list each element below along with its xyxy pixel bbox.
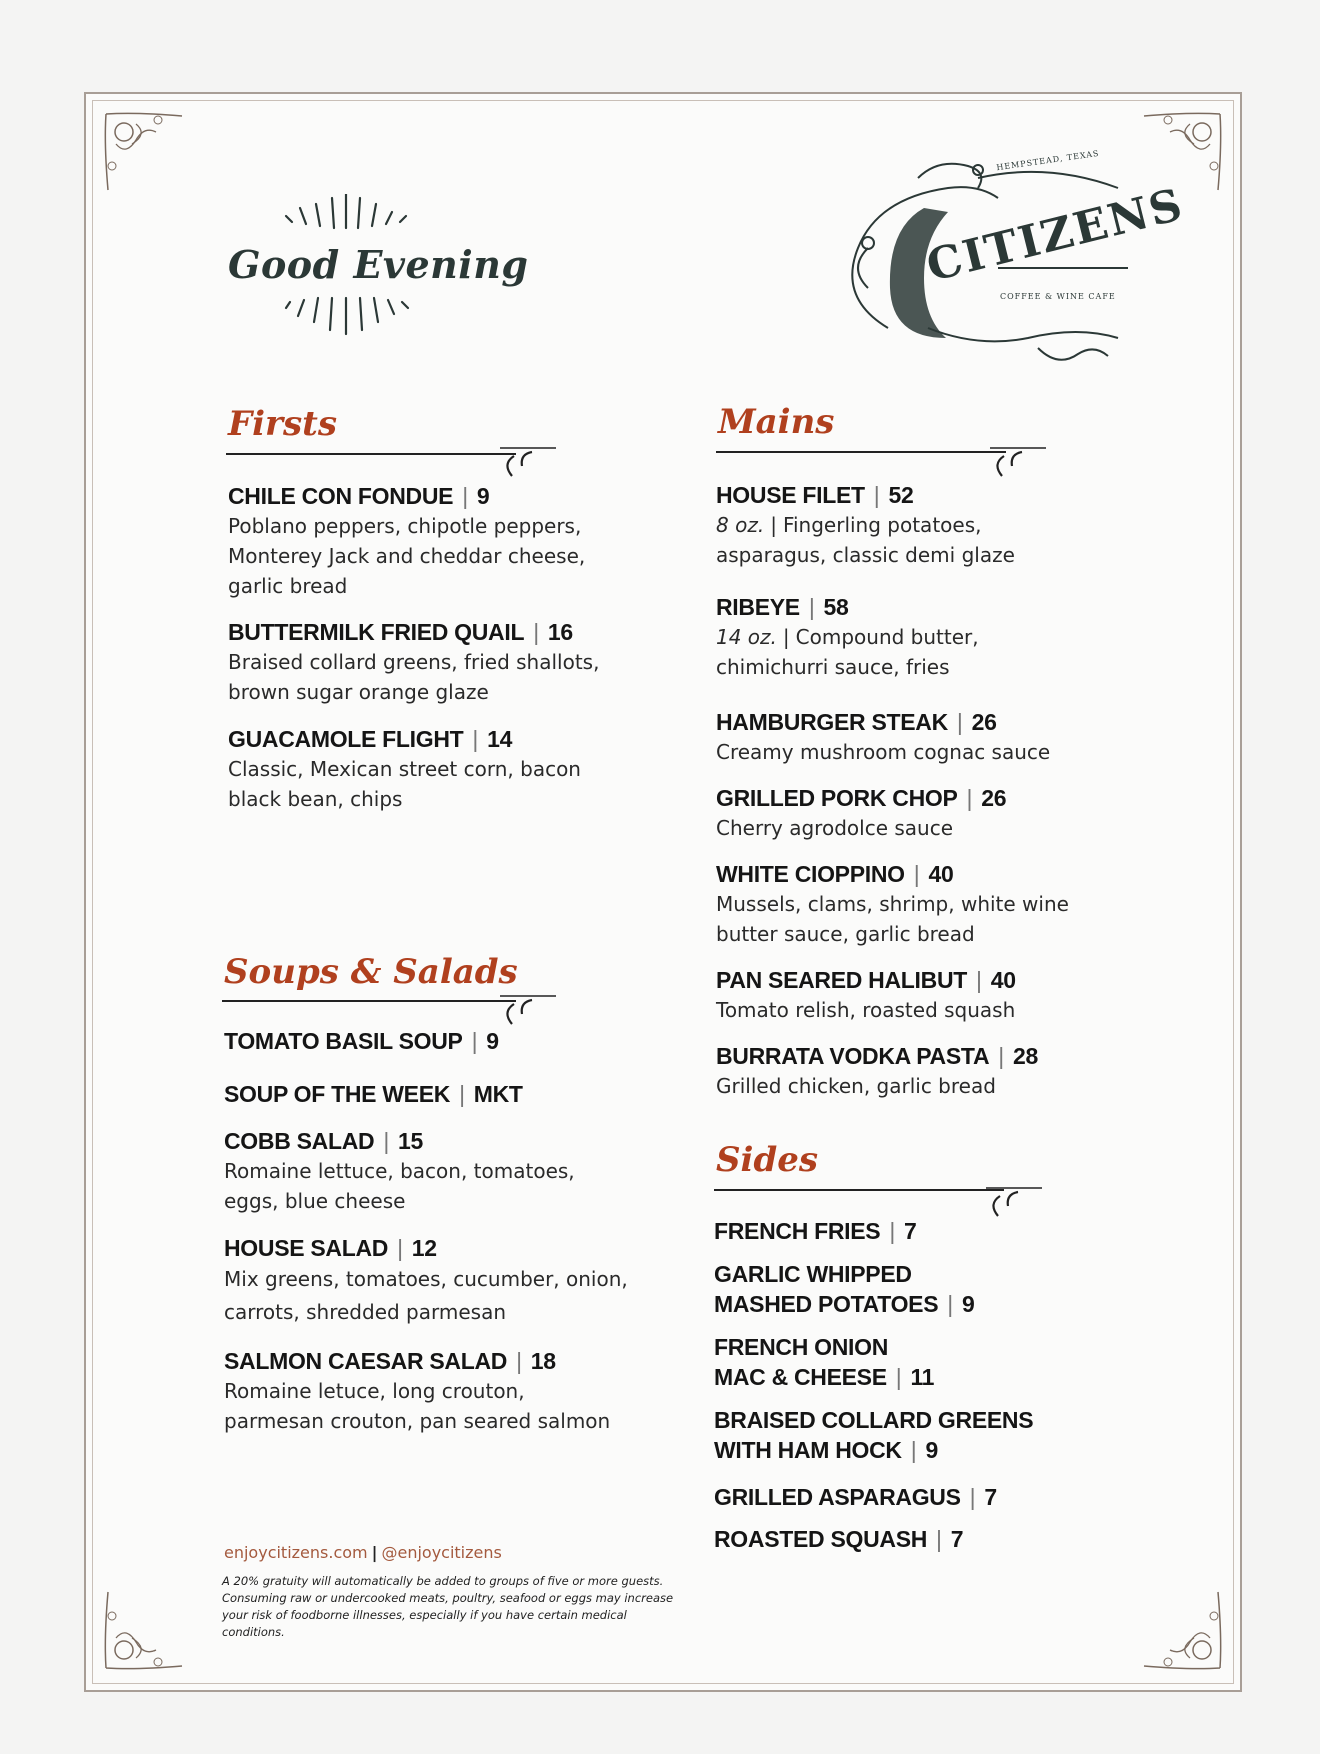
item-name: FRENCH FRIES [714,1218,881,1244]
item-name: GRILLED ASPARAGUS [714,1484,961,1510]
menu-item: GRILLED PORK CHOP | 26 Cherry agrodolce sauce [716,783,1176,843]
item-price: 15 [398,1128,424,1154]
item-name: GUACAMOLE FLIGHT [228,726,464,752]
menu-item: SOUP OF THE WEEK | MKT [224,1081,523,1107]
item-name: CHILE CON FONDUE [228,483,454,509]
menu-item: WHITE CIOPPINO | 40 Mussels, clams, shrimp, white wine butter sauce, garlic bread [716,859,1176,949]
item-name: HAMBURGER STEAK [716,709,948,735]
footer-links [224,1543,502,1562]
social-handle-link[interactable]: @enjoycitizens [381,1543,502,1562]
menu-item: HOUSE FILET | 52 8 oz. | Fingerling potatoes, asparagus, classic demi glaze [716,480,1176,570]
corner-ornament-top-left [96,104,186,194]
side-item: GRILLED ASPARAGUS | 7 [714,1484,997,1510]
soups-salads-flourish-icon [498,994,558,1028]
item-price: 12 [411,1235,437,1261]
item-price: 26 [971,709,997,735]
item-name: GRILLED PORK CHOP [716,785,958,811]
item-name: PAN SEARED HALIBUT [716,967,968,993]
item-price: 18 [530,1348,556,1374]
item-price: 7 [950,1526,964,1552]
item-name: RIBEYE [716,594,800,620]
item-description: Creamy mushroom cognac sauce [716,740,1051,764]
item-name: SOUP OF THE WEEK [224,1081,451,1107]
item-price: 11 [910,1364,935,1390]
item-name-line1: GARLIC WHIPPED [714,1261,912,1287]
logo-tagline: COFFEE & WINE CAFE [1000,292,1116,301]
item-name: COBB SALAD [224,1128,375,1154]
menu-item: HOUSE SALAD | 12 Mix greens, tomatoes, cucumber, onion, carrots, shredded parmesan [224,1233,684,1329]
item-description: Romaine letuce, long crouton, parmesan crouton, pan seared salmon [224,1379,611,1433]
side-item: FRENCH ONION MAC & CHEESE | 11 [714,1332,1174,1392]
item-name: WHITE CIOPPINO [716,861,905,887]
soups-salads-divider [222,1000,516,1002]
menu-item: BURRATA VODKA PASTA | 28 Grilled chicken, garlic bread [716,1041,1176,1101]
item-price: 9 [961,1291,975,1317]
item-price: 58 [823,594,849,620]
item-weight: 14 oz. [716,625,777,649]
item-description: Tomato relish, roasted squash [716,998,1016,1022]
menu-item: BUTTERMILK FRIED QUAIL | 16 Braised collard greens, fried shallots, brown sugar orange glaze [228,617,688,707]
item-name-line2: WITH HAM HOCK [714,1437,902,1463]
item-name-line1: FRENCH ONION [714,1334,889,1360]
item-description: Poblano peppers, chipotle peppers, Monterey Jack and cheddar cheese, garlic bread [228,514,586,598]
sides-flourish-icon [984,1186,1044,1220]
item-price: 52 [888,482,914,508]
item-description: Romaine lettuce, bacon, tomatoes, eggs, blue cheese [224,1159,575,1213]
item-name: BURRATA VODKA PASTA [716,1043,990,1069]
corner-ornament-bottom-right [1140,1588,1230,1678]
side-item: FRENCH FRIES | 7 [714,1218,917,1244]
item-price: 28 [1012,1043,1038,1069]
item-description: Mix greens, tomatoes, cucumber, onion, carrots, shredded parmesan [224,1267,628,1324]
item-price: 14 [487,726,513,752]
item-price: 7 [904,1218,917,1244]
item-price: 26 [981,785,1007,811]
citizens-logo [828,148,1189,378]
gratuity-disclaimer: A 20% gratuity will automatically be added to groups of five or more guests. Consuming raw or undercooked meats, poultry, seafood or eggs may increase your risk of foodborne illnesses, especially if you have certain medical conditions. [222,1574,674,1639]
item-desc-text: Compound butter, chimichurri sauce, fries [716,625,979,679]
item-description: 8 oz. | Fingerling potatoes, asparagus, classic demi glaze [716,513,1015,567]
sides-divider [714,1189,1004,1191]
mains-divider [716,451,1006,453]
item-weight: 8 oz. [716,513,765,537]
firsts-heading: Firsts [228,404,337,444]
item-price: 40 [928,861,954,887]
item-name-line2: MAC & CHEESE [714,1364,887,1390]
menu-item: RIBEYE | 58 14 oz. | Compound butter, chimichurri sauce, fries [716,592,1176,682]
greeting-heading: Good Evening [228,242,529,287]
mains-flourish-icon [988,446,1048,480]
item-price: 7 [984,1484,997,1510]
item-description: Cherry agrodolce sauce [716,816,954,840]
side-item: BRAISED COLLARD GREENS WITH HAM HOCK | 9 [714,1405,1174,1465]
menu-item: COBB SALAD | 15 Romaine lettuce, bacon, tomatoes, eggs, blue cheese [224,1126,684,1216]
greeting-rays-top-icon [280,194,440,234]
item-description: 14 oz. | Compound butter, chimichurri sauce, fries [716,625,979,679]
menu-item: GUACAMOLE FLIGHT | 14 Classic, Mexican street corn, bacon black bean, chips [228,724,688,814]
item-price: 9 [925,1437,938,1463]
item-name-line1: BRAISED COLLARD GREENS [714,1407,1034,1433]
item-description: Grilled chicken, garlic bread [716,1074,996,1098]
soups-salads-heading: Soups & Salads [224,952,518,992]
side-item: GARLIC WHIPPED MASHED POTATOES | 9 [714,1259,1174,1319]
side-item: ROASTED SQUASH | 7 [714,1526,964,1552]
item-name: BUTTERMILK FRIED QUAIL [228,619,525,645]
menu-item: CHILE CON FONDUE | 9 Poblano peppers, chipotle peppers, Monterey Jack and cheddar cheese, garlic bread [228,481,688,601]
menu-item: PAN SEARED HALIBUT | 40 Tomato relish, roasted squash [716,965,1176,1025]
item-description: Classic, Mexican street corn, bacon black bean, chips [228,757,581,811]
greeting-rays-bottom-icon [280,296,440,336]
menu-item: TOMATO BASIL SOUP | 9 [224,1028,499,1054]
item-price: 40 [990,967,1016,993]
logo-name: CITIZENS [921,178,1189,293]
firsts-divider [226,453,516,455]
sides-heading: Sides [716,1140,819,1180]
menu-item: HAMBURGER STEAK | 26 Creamy mushroom cognac sauce [716,707,1176,767]
footer-separator: | [371,1543,378,1562]
item-name: TOMATO BASIL SOUP [224,1028,463,1054]
item-price: 9 [476,483,490,509]
item-price: 16 [547,619,573,645]
item-desc-text: Fingerling potatoes, asparagus, classic demi glaze [716,513,1015,567]
item-price: MKT [473,1081,523,1107]
item-name: HOUSE FILET [716,482,865,508]
item-description: Braised collard greens, fried shallots, brown sugar orange glaze [228,650,600,704]
mains-heading: Mains [718,402,835,442]
website-link[interactable]: enjoycitizens.com [224,1543,368,1562]
item-name: ROASTED SQUASH [714,1526,928,1552]
corner-ornament-top-right [1140,104,1230,194]
item-description: Mussels, clams, shrimp, white wine butter sauce, garlic bread [716,892,1069,946]
logo-location: HEMPSTEAD, TEXAS [995,148,1101,173]
corner-ornament-bottom-left [96,1588,186,1678]
item-name: HOUSE SALAD [224,1235,389,1261]
item-price: 9 [486,1028,499,1054]
item-name: SALMON CAESAR SALAD [224,1348,508,1374]
firsts-flourish-icon [498,446,558,480]
item-name-line2: MASHED POTATOES [714,1291,939,1317]
menu-item: SALMON CAESAR SALAD | 18 Romaine letuce, long crouton, parmesan crouton, pan seared salmon [224,1346,684,1436]
